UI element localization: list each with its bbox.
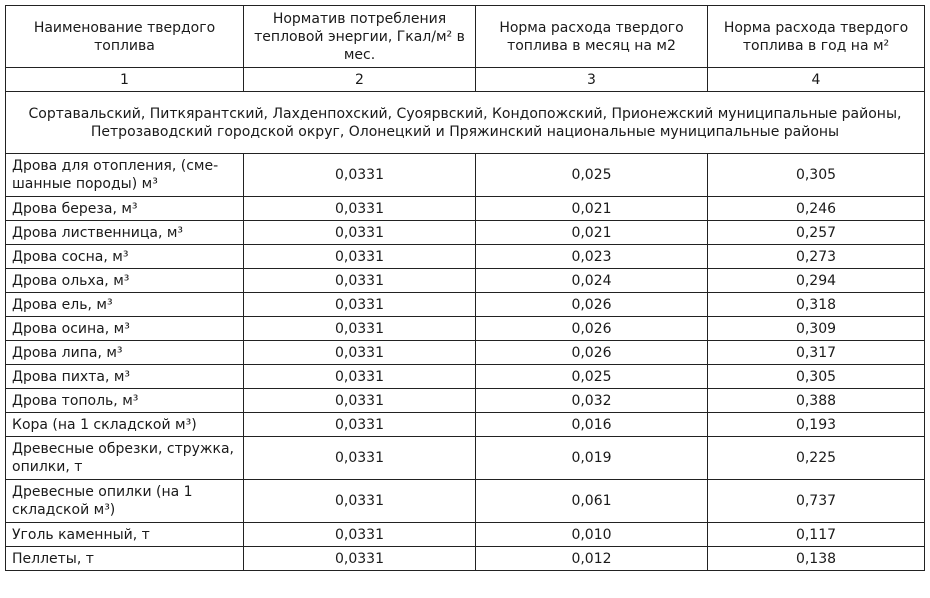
yearly-norm-cell: 0,273: [708, 245, 925, 269]
heat-norm-cell: 0,0331: [244, 413, 476, 437]
heat-norm-cell: 0,0331: [244, 341, 476, 365]
table-row: [6, 480, 925, 523]
yearly-norm-cell: 0,193: [708, 413, 925, 437]
yearly-norm-cell: 0,318: [708, 293, 925, 317]
table-row: [6, 437, 925, 480]
heat-norm-cell: 0,0331: [244, 523, 476, 547]
fuel-name-cell: Дрова пихта, м³: [6, 365, 244, 389]
fuel-name-cell: Уголь каменный, т: [6, 523, 244, 547]
table-row: [6, 154, 925, 197]
region-row: [6, 92, 925, 154]
monthly-norm-cell: 0,032: [476, 389, 708, 413]
table-row: [6, 293, 925, 317]
table-row: [6, 197, 925, 221]
monthly-norm-cell: 0,025: [476, 154, 708, 197]
yearly-norm-cell: 0,737: [708, 480, 925, 523]
yearly-norm-cell: 0,388: [708, 389, 925, 413]
monthly-norm-cell: 0,023: [476, 245, 708, 269]
heat-norm-cell: 0,0331: [244, 547, 476, 571]
monthly-norm-cell: 0,016: [476, 413, 708, 437]
fuel-name-cell: Древесные опилки (на 1 складской м³): [6, 480, 244, 523]
monthly-norm-cell: 0,026: [476, 341, 708, 365]
header-yearly-norm: Норма расхода твердого топлива в год на м²: [708, 6, 925, 68]
table-row: [6, 547, 925, 571]
yearly-norm-cell: 0,257: [708, 221, 925, 245]
column-number: 2: [244, 68, 476, 92]
yearly-norm-cell: 0,138: [708, 547, 925, 571]
monthly-norm-cell: 0,021: [476, 197, 708, 221]
table-row: [6, 221, 925, 245]
heat-norm-cell: 0,0331: [244, 197, 476, 221]
fuel-name-cell: Пеллеты, т: [6, 547, 244, 571]
monthly-norm-cell: 0,061: [476, 480, 708, 523]
heat-norm-cell: 0,0331: [244, 317, 476, 341]
header-row: [6, 6, 925, 68]
column-number-row: [6, 68, 925, 92]
yearly-norm-cell: 0,309: [708, 317, 925, 341]
yearly-norm-cell: 0,305: [708, 365, 925, 389]
yearly-norm-cell: 0,305: [708, 154, 925, 197]
heat-norm-cell: 0,0331: [244, 221, 476, 245]
heat-norm-cell: 0,0331: [244, 437, 476, 480]
monthly-norm-cell: 0,021: [476, 221, 708, 245]
heat-norm-cell: 0,0331: [244, 269, 476, 293]
heat-norm-cell: 0,0331: [244, 480, 476, 523]
yearly-norm-cell: 0,294: [708, 269, 925, 293]
table-row: [6, 245, 925, 269]
header-heat-norm: Норматив потребления тепловой энергии, Гкал/м² в мес.: [244, 6, 476, 68]
fuel-name-cell: Дрова лиственница, м³: [6, 221, 244, 245]
header-fuel-name: Наименование твердого топлива: [6, 6, 244, 68]
heat-norm-cell: 0,0331: [244, 389, 476, 413]
yearly-norm-cell: 0,225: [708, 437, 925, 480]
fuel-norms-table: [5, 5, 925, 571]
monthly-norm-cell: 0,012: [476, 547, 708, 571]
table-row: [6, 341, 925, 365]
heat-norm-cell: 0,0331: [244, 154, 476, 197]
column-number: 4: [708, 68, 925, 92]
fuel-name-cell: Дрова береза, м³: [6, 197, 244, 221]
monthly-norm-cell: 0,025: [476, 365, 708, 389]
table-row: [6, 523, 925, 547]
fuel-name-cell: Дрова липа, м³: [6, 341, 244, 365]
heat-norm-cell: 0,0331: [244, 245, 476, 269]
yearly-norm-cell: 0,317: [708, 341, 925, 365]
table-row: [6, 365, 925, 389]
table-row: [6, 269, 925, 293]
column-number: 3: [476, 68, 708, 92]
heat-norm-cell: 0,0331: [244, 365, 476, 389]
fuel-name-cell: Кора (на 1 складской м³): [6, 413, 244, 437]
fuel-name-cell: Дрова ольха, м³: [6, 269, 244, 293]
fuel-name-cell: Дрова осина, м³: [6, 317, 244, 341]
region-caption: Сортавальский, Питкярантский, Лахденпохский, Суоярвский, Кондопожский, Прионежский муниципальные районы, Петрозаводский городской округ, Олонецкий и Пряжинский национальные муниципальные районы: [6, 92, 925, 154]
table-row: [6, 413, 925, 437]
monthly-norm-cell: 0,026: [476, 293, 708, 317]
header-monthly-norm: Норма расхода твердого топлива в месяц на м2: [476, 6, 708, 68]
fuel-name-cell: Древесные обрезки, стружка, опилки, т: [6, 437, 244, 480]
table-row: [6, 389, 925, 413]
monthly-norm-cell: 0,024: [476, 269, 708, 293]
heat-norm-cell: 0,0331: [244, 293, 476, 317]
table-row: [6, 317, 925, 341]
fuel-name-cell: Дрова для отопления, (сме-шанные породы) м³: [6, 154, 244, 197]
column-number: 1: [6, 68, 244, 92]
yearly-norm-cell: 0,246: [708, 197, 925, 221]
yearly-norm-cell: 0,117: [708, 523, 925, 547]
monthly-norm-cell: 0,026: [476, 317, 708, 341]
fuel-name-cell: Дрова ель, м³: [6, 293, 244, 317]
monthly-norm-cell: 0,019: [476, 437, 708, 480]
monthly-norm-cell: 0,010: [476, 523, 708, 547]
document-page: [5, 5, 925, 571]
fuel-name-cell: Дрова сосна, м³: [6, 245, 244, 269]
fuel-name-cell: Дрова тополь, м³: [6, 389, 244, 413]
